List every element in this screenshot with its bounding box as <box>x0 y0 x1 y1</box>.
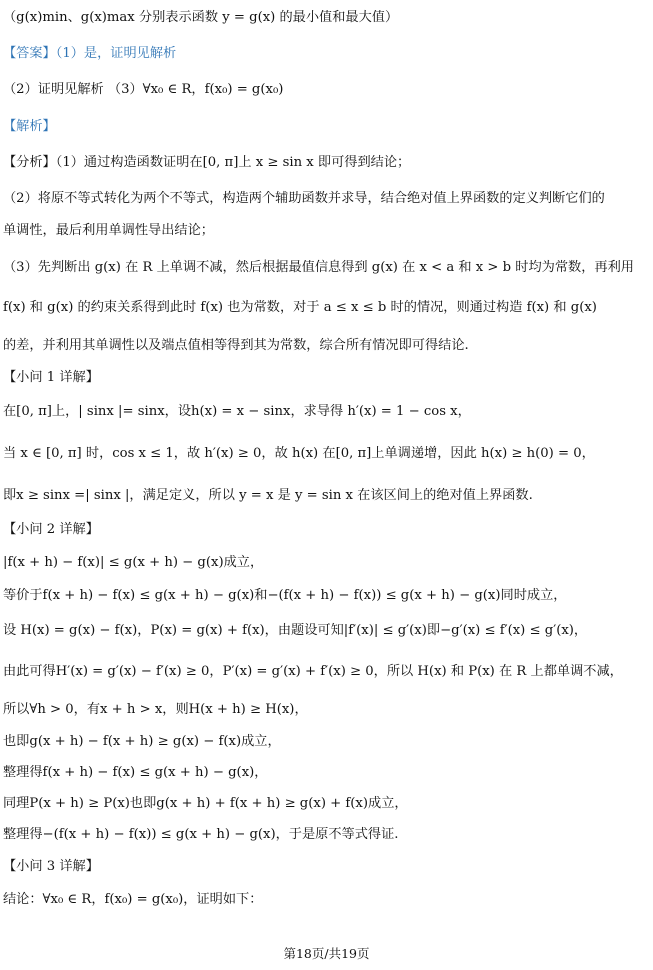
text-line-1: （g(x)min、g(x)max 分别表示函数 y = g(x) 的最小值和最大值） <box>3 10 399 25</box>
text-line-23: 同理P(x + h) ≥ P(x)也即g(x + h) + f(x + h) ≥ g(x) + f(x)成立， <box>3 796 408 811</box>
text-line-10: 的差，并利用其单调性以及端点值相等得到其为常数，综合所有情况即可得结论. <box>3 338 469 353</box>
text-line-16: |f(x + h) − f(x)| ≤ g(x + h) − g(x)成立， <box>3 555 264 570</box>
text-line-6: （2）将原不等式转化为两个不等式，构造两个辅助函数并求导，结合绝对值上界函数的定义判断它们的 <box>3 191 605 206</box>
text-line-22: 整理得f(x + h) − f(x) ≤ g(x + h) − g(x)， <box>3 765 268 780</box>
page-footer: 第18页/共19页 <box>283 946 370 961</box>
text-line-7: 单调性，最后利用单调性导出结论； <box>3 223 214 238</box>
text-line-20: 所以∀h > 0，有x + h > x，则H(x + h) ≥ H(x)， <box>3 702 308 717</box>
text-line-3: （2）证明见解析 （3）∀x₀ ∈ R，f(x₀) = g(x₀) <box>3 82 284 97</box>
text-line-26: 结论：∀x₀ ∈ R，f(x₀) = g(x₀)，证明如下： <box>3 892 263 907</box>
text-line-5: 【分析】（1）通过构造函数证明在[0, π]上 x ≥ sin x 即可得到结论； <box>3 155 411 170</box>
text-line-12: 在[0, π]上，| sinx |= sinx，设h(x) = x − sinx，求导得 h′(x) = 1 − cos x， <box>3 404 471 419</box>
text-line-13: 当 x ∈ [0, π] 时，cos x ≤ 1，故 h′(x) ≥ 0，故 h(x) 在[0, π]上单调递增，因此 h(x) ≥ h(0) = 0， <box>3 446 595 461</box>
analysis-heading: 【解析】 <box>3 119 56 134</box>
text-line-14: 即x ≥ sinx =| sinx |，满足定义，所以 y = x 是 y = sin x 在该区间上的绝对值上界函数. <box>3 488 533 503</box>
text-line-17: 等价于f(x + h) − f(x) ≤ g(x + h) − g(x)和−(f(x + h) − f(x)) ≤ g(x + h) − g(x)同时成立， <box>3 588 567 603</box>
text-line-8: （3）先判断出 g(x) 在 R 上单调不减，然后根据最值信息得到 g(x) 在 x < a 和 x > b 时均为常数，再利用 <box>3 260 634 275</box>
text-line-9: f(x) 和 g(x) 的约束关系得到此时 f(x) 也为常数，对于 a ≤ x ≤ b 时的情况，则通过构造 f(x) 和 g(x) <box>3 300 597 315</box>
text-line-24: 整理得−(f(x + h) − f(x)) ≤ g(x + h) − g(x)，于是原不等式得证. <box>3 827 399 842</box>
text-line-21: 也即g(x + h) − f(x + h) ≥ g(x) − f(x)成立， <box>3 734 281 749</box>
subheading-q2: 【小问 2 详解】 <box>3 522 99 537</box>
subheading-q3: 【小问 3 详解】 <box>3 859 99 874</box>
text-line-19: 由此可得H′(x) = g′(x) − f′(x) ≥ 0，P′(x) = g′(x) + f′(x) ≥ 0，所以 H(x) 和 P(x) 在 R 上都单调不减， <box>3 664 623 679</box>
answer-line: 【答案】（1）是，证明见解析 <box>3 46 177 61</box>
subheading-q1: 【小问 1 详解】 <box>3 370 99 385</box>
text-line-18: 设 H(x) = g(x) − f(x)，P(x) = g(x) + f(x)，由题设可知|f′(x)| ≤ g′(x)即−g′(x) ≤ f′(x) ≤ g′(x)， <box>3 623 588 638</box>
